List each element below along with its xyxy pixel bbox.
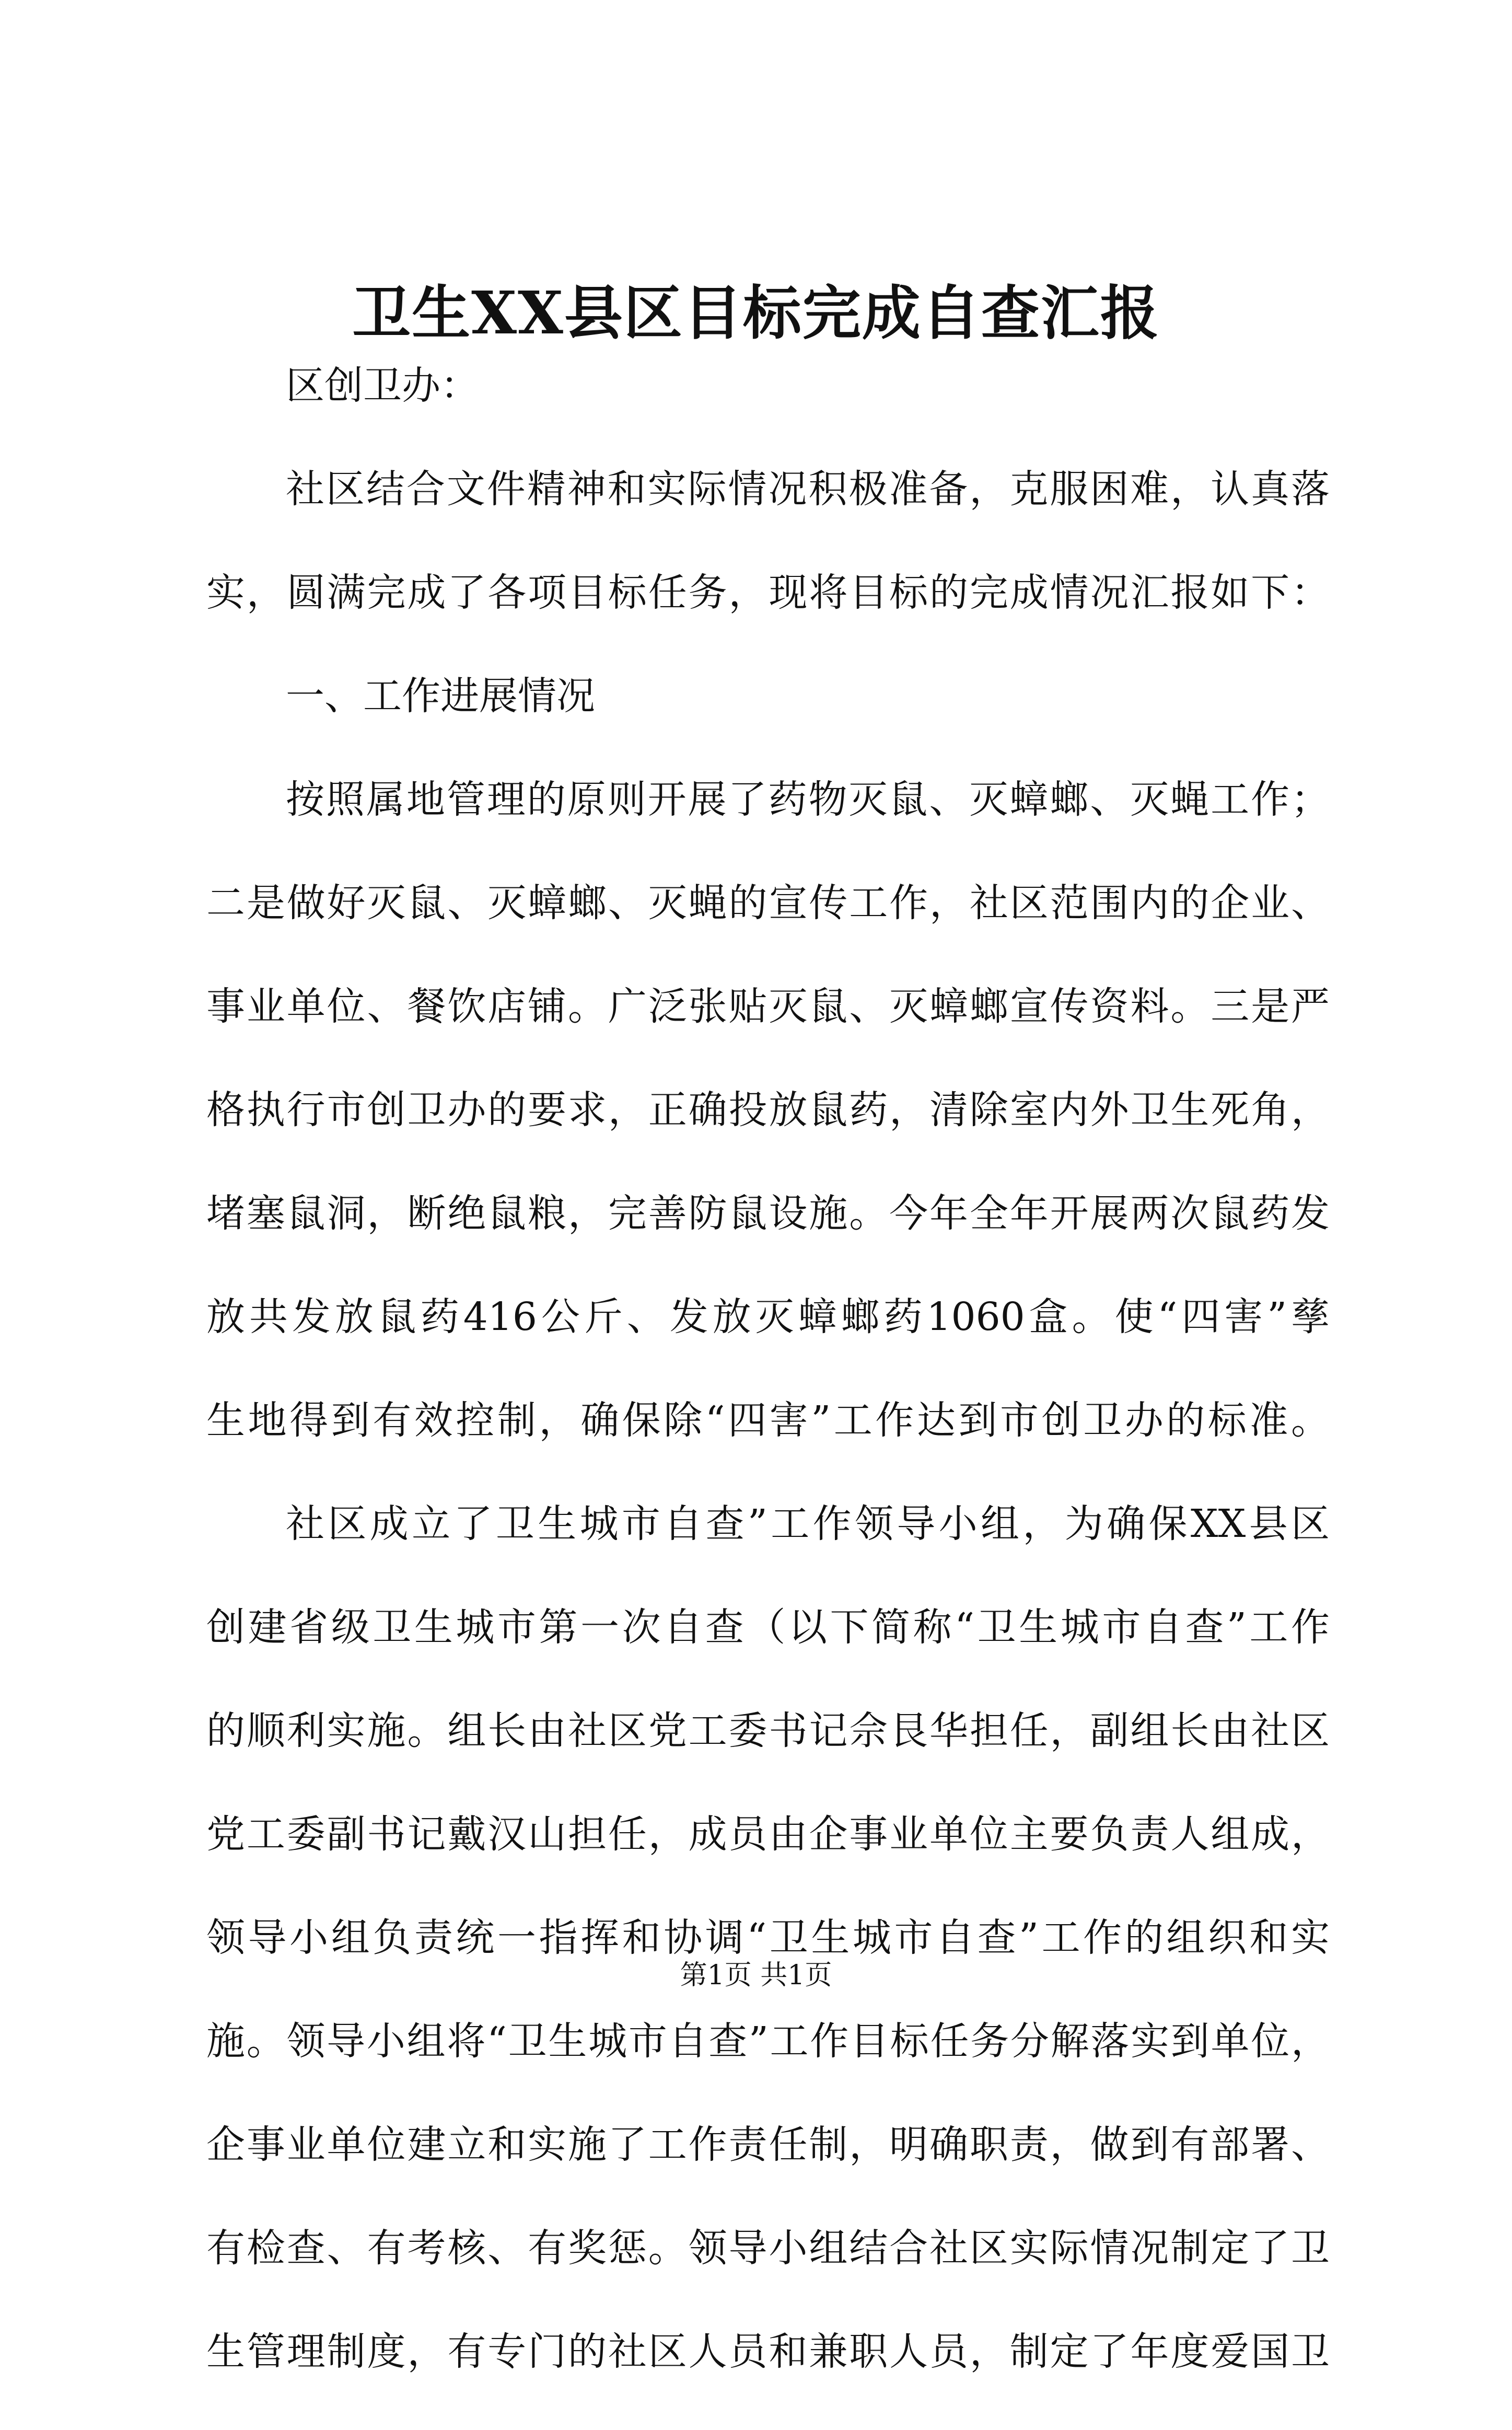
body-line: 按照属地管理的原则开展了药物灭鼠、灭蟑螂、灭蝇工作； xyxy=(286,777,1330,822)
body-line: 生地得到有效控制，确保除“四害”工作达到市创卫办的标准。 xyxy=(206,1398,1330,1443)
document-title: 卫生XX县区目标完成自查汇报 xyxy=(352,279,1160,348)
body-line: 的顺利实施。组长由社区党工委书记佘艮华担任，副组长由社区 xyxy=(206,1708,1330,1753)
body-line: 创建省级卫生城市第一次自查（以下简称“卫生城市自查”工作 xyxy=(206,1605,1330,1650)
page-number: 第1页 共1页 xyxy=(680,1960,832,1991)
body-line: 领导小组负责统一指挥和协调“卫生城市自查”工作的组织和实 xyxy=(206,1915,1330,1960)
body-line: 社区结合文件精神和实际情况积极准备，克服困难，认真落 xyxy=(286,467,1330,512)
body-line: 堵塞鼠洞，断绝鼠粮，完善防鼠设施。今年全年开展两次鼠药发 xyxy=(206,1191,1330,1236)
salutation-line: 区创卫办： xyxy=(286,363,479,408)
body-line: 格执行市创卫办的要求，正确投放鼠药，清除室内外卫生死角， xyxy=(206,1087,1330,1132)
body-line: 二是做好灭鼠、灭蟑螂、灭蝇的宣传工作，社区范围内的企业、 xyxy=(206,881,1330,925)
body-line: 企事业单位建立和实施了工作责任制，明确职责，做到有部署、 xyxy=(206,2122,1330,2167)
body-line: 社区成立了卫生城市自查”工作领导小组，为确保XX县区 xyxy=(286,1501,1330,1546)
body-line: 有检查、有考核、有奖惩。领导小组结合社区实际情况制定了卫 xyxy=(206,2226,1330,2271)
body-line: 实，圆满完成了各项目标任务，现将目标的完成情况汇报如下： xyxy=(206,570,1330,615)
section-heading: 一、工作进展情况 xyxy=(286,674,595,719)
body-line: 放共发放鼠药416公斤、发放灭蟑螂药1060盒。使“四害”孳 xyxy=(206,1294,1330,1339)
body-line: 施。领导小组将“卫生城市自查”工作目标任务分解落实到单位， xyxy=(206,2019,1330,2064)
body-line: 事业单位、餐饮店铺。广泛张贴灭鼠、灭蟑螂宣传资料。三是严 xyxy=(206,984,1330,1029)
body-line: 生管理制度，有专门的社区人员和兼职人员，制定了年度爱国卫 xyxy=(206,2329,1330,2374)
body-line: 党工委副书记戴汉山担任，成员由企事业单位主要负责人组成， xyxy=(206,1812,1330,1857)
document-body xyxy=(206,361,1330,2430)
